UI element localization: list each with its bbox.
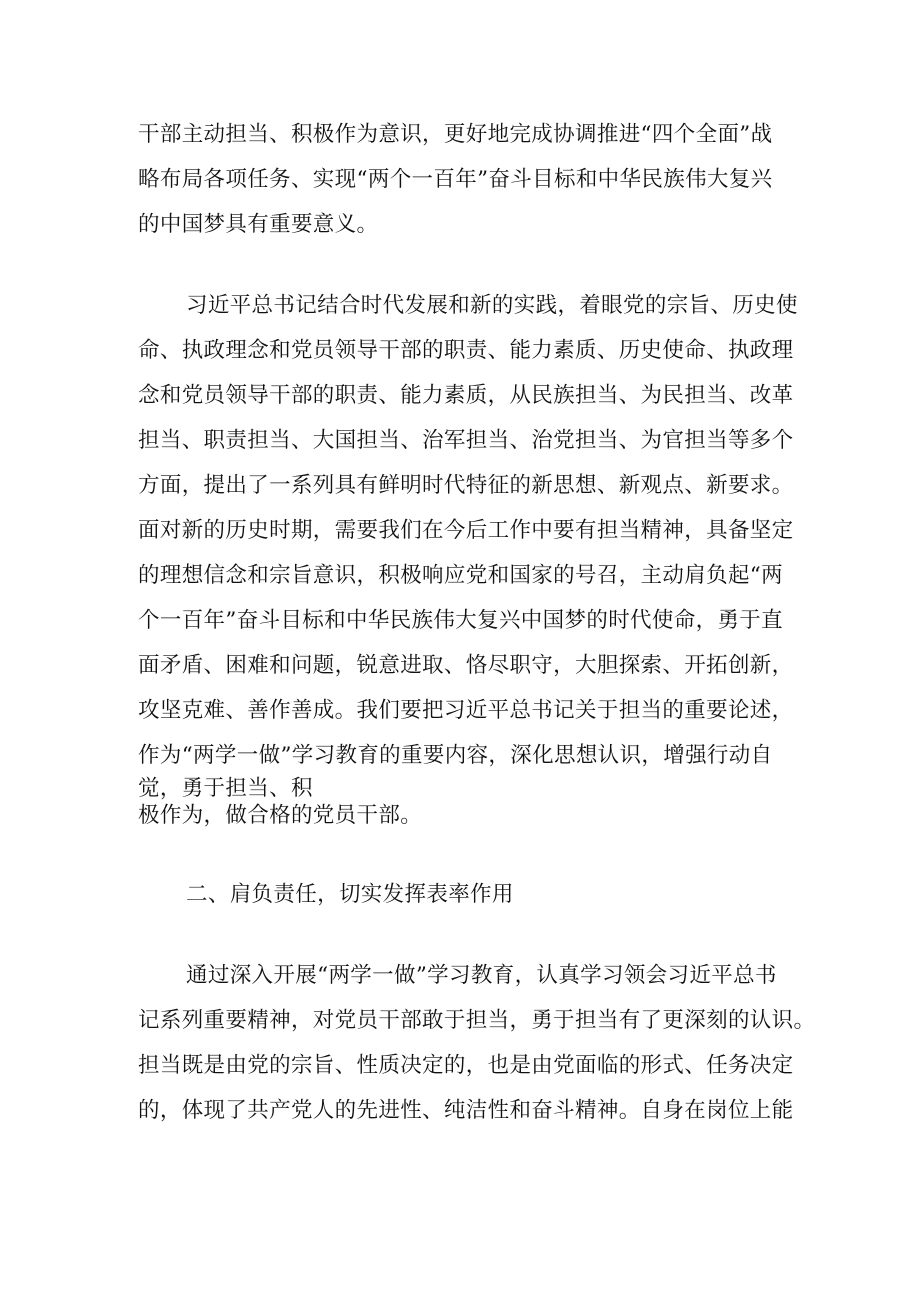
paragraph-line: 担当既是由党的宗旨、性质决定的，也是由党面临的形式、任务决定 [138,1053,794,1078]
paragraph-line: 面对新的历史时期，需要我们在今后工作中要有担当精神，具备坚定 [138,518,794,543]
paragraph-line: 担当、职责担当、大国担当、治军担当、治党担当、为官担当等多个 [138,428,794,453]
paragraph-line: 命、执政理念和党员领导干部的职责、能力素质、历史使命、执政理 [138,338,794,363]
paragraph-line: 攻坚克难、善作善成。我们要把习近平总书记关于担当的重要论述， [138,698,794,723]
paragraph-line: 作为“两学一做”学习教育的重要内容，深化思想认识，增强行动自 [138,743,773,768]
paragraph-line: 的，体现了共产党人的先进性、纯洁性和奋斗精神。自身在岗位上能 [138,1098,794,1123]
paragraph-line: 极作为，做合格的党员干部。 [138,803,423,828]
section-heading: 二、肩负责任，切实发挥表率作用 [186,882,514,907]
paragraph-line: 的理想信念和宗旨意识，积极响应党和国家的号召，主动肩负起“两 [138,563,783,588]
paragraph-line: 干部主动担当、积极作为意识，更好地完成协调推进“四个全面”战 [138,122,773,147]
paragraph-line: 习近平总书记结合时代发展和新的实践，着眼党的宗旨、历史使 [186,293,798,318]
paragraph-line: 念和党员领导干部的职责、能力素质，从民族担当、为民担当、改革 [138,383,794,408]
paragraph-line: 记系列重要精神，对党员干部敢于担当，勇于担当有了更深刻的认识。 [138,1008,816,1033]
paragraph-line: 觉，勇于担当、积 [138,776,313,801]
paragraph-line: 方面，提出了一系列具有鲜明时代特征的新思想、新观点、新要求。 [138,473,794,498]
paragraph-line: 面矛盾、困难和问题，锐意进取、恪尽职守，大胆探索、开拓创新， [138,653,794,678]
paragraph-line: 通过深入开展“两学一做”学习教育，认真学习领会习近平总书 [186,963,777,988]
paragraph-line: 略布局各项任务、实现“两个一百年”奋斗目标和中华民族伟大复兴 [138,167,773,192]
paragraph-line: 个一百年”奋斗目标和中华民族伟大复兴中国梦的时代使命，勇于直 [138,608,783,633]
paragraph-line: 的中国梦具有重要意义。 [138,212,379,237]
